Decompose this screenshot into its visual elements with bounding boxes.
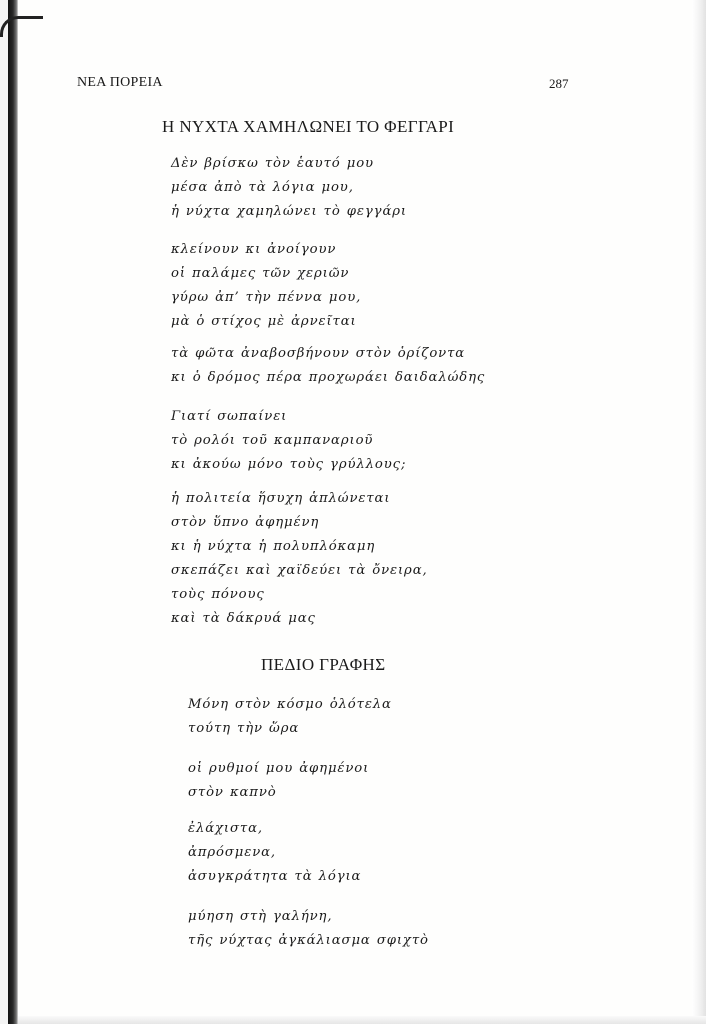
page-right-edge (692, 0, 706, 1024)
verse-line: καὶ τὰ δάκρυά μας (171, 611, 316, 626)
verse-line: μέσα ἀπὸ τὰ λόγια μου, (171, 180, 354, 195)
verse-line: τούτη τὴν ὥρα (188, 721, 300, 736)
verse-line: κλείνουν κι ἀνοίγουν (171, 242, 337, 257)
page-number: 287 (549, 76, 569, 91)
verse-line: ἀπρόσμενα, (188, 845, 277, 860)
running-head: ΝΕΑ ΠΟΡΕΙΑ (77, 75, 163, 90)
stanza (171, 487, 428, 631)
stanza (188, 757, 369, 805)
verse-line: κι ἀκούω μόνο τοὺς γρύλλους; (171, 457, 407, 472)
verse-line: στὸν ὕπνο ἀφημένη (171, 515, 320, 530)
stanza (188, 817, 361, 889)
page-bottom-edge (18, 1016, 706, 1024)
binding-shadow (0, 0, 8, 1024)
verse-line: ἡ νύχτα χαμηλώνει τὸ φεγγάρι (171, 204, 407, 219)
stanza (171, 238, 361, 334)
verse-line: οἱ παλάμες τῶν χεριῶν (171, 266, 350, 281)
binding-curl (0, 16, 43, 37)
verse-line: Γιατί σωπαίνει (171, 409, 288, 424)
stanza (188, 693, 392, 741)
book-binding-edge (8, 0, 18, 1024)
verse-line: μὰ ὁ στίχος μὲ ἀρνεῖται (171, 314, 357, 329)
verse-line: τοὺς πόνους (171, 587, 265, 602)
verse-line: οἱ ρυθμοί μου ἀφημένοι (188, 761, 370, 776)
verse-line: κι ὁ δρόμος πέρα προχωράει δαιδαλώδης (171, 370, 486, 385)
stanza (188, 905, 429, 953)
verse-line: τῆς νύχτας ἀγκάλιασμα σφιχτὸ (188, 933, 429, 948)
verse-line: μύηση στὴ γαλήνη, (188, 909, 333, 924)
verse-line: ἐλάχιστα, (188, 821, 263, 836)
verse-line: ἀσυγκράτητα τὰ λόγια (188, 869, 362, 884)
verse-line: τὰ φῶτα ἀναβοσβήνουν στὸν ὁρίζοντα (171, 346, 466, 361)
verse-line: γύρω ἀπ’ τὴν πέννα μου, (171, 290, 362, 305)
poem-title: ΠΕΔΙΟ ΓΡΑΦΗΣ (261, 655, 386, 674)
verse-line: τὸ ρολόι τοῦ καμπαναριοῦ (171, 433, 374, 448)
verse-line: κι ἡ νύχτα ἡ πολυπλόκαμη (171, 539, 376, 554)
verse-line: στὸν καπνὸ (188, 785, 277, 800)
verse-line: ἡ πολιτεία ἥσυχη ἁπλώνεται (171, 491, 391, 506)
stanza (171, 342, 485, 390)
verse-line: Δὲν βρίσκω τὸν ἑαυτό μου (171, 156, 374, 171)
stanza (171, 405, 406, 477)
verse-line: σκεπάζει καὶ χαϊδεύει τὰ ὄνειρα, (171, 563, 428, 578)
stanza (171, 152, 407, 224)
verse-line: Μόνη στὸν κόσμο ὁλότελα (188, 697, 392, 712)
poem-title: Η ΝΥΧΤΑ ΧΑΜΗΛΩΝΕΙ ΤΟ ΦΕΓΓΑΡΙ (162, 117, 455, 136)
